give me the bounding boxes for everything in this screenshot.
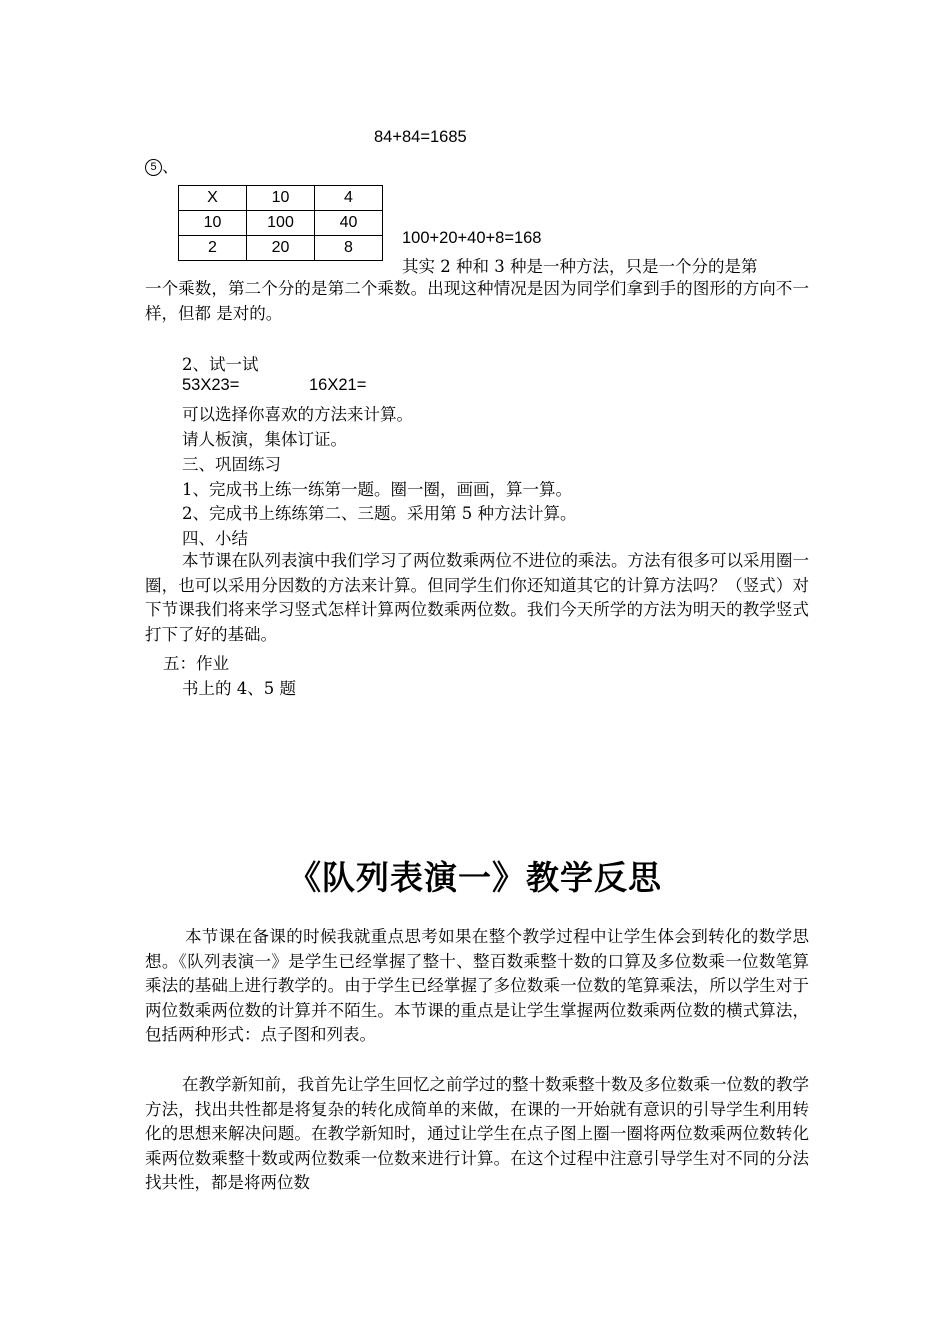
table-cell: 10 — [179, 211, 247, 236]
practice-item-1: 1、完成书上练一练第一题。圈一圈，画画，算一算。 — [182, 480, 572, 499]
table-cell: 40 — [315, 211, 383, 236]
summary-paragraph: 本节课在队列表演中我们学习了两位数乘两位不进位的乘法。方法有很多可以采用圈一圈，也可以采用分因数的方法来计算。但同学生们你还知道其它的计算方法吗？（竖式）对下节课我们将来学习竖式怎样计算两位数乘两位数。我们今天所学的方法为明天的教学竖式打下了好的基础。 — [145, 551, 809, 644]
summary-heading: 四、小结 — [182, 529, 248, 548]
try-problem-2: 16X21= — [309, 376, 367, 394]
table-cell: 2 — [179, 236, 247, 261]
reflection-paragraph-2: 在教学新知前，我首先让学生回忆之前学过的整十数乘整十数及多位数乘一位数的教学方法，找出共性都是将复杂的转化成简单的来做，在课的一开始就有意识的引导学生利用转化的思想来解决问题。在教学新知时，通过让学生在点子图上圈一圈将两位数乘两位数转化乘两位数乘整十数或两位数乘一位数来进行计算。在这个过程中注意引导学生对不同的分法找共性，都是将两位数 — [145, 1075, 809, 1192]
practice-heading: 三、巩固练习 — [182, 455, 281, 474]
table-cell: 100 — [247, 211, 315, 236]
table-cell: 4 — [315, 186, 383, 211]
table-cell: 8 — [315, 236, 383, 261]
explanation-paragraph: 一个乘数，第二个分的是第二个乘数。出现这种情况是因为同学们拿到手的图形的方向不一样，但都 是对的。 — [145, 279, 809, 323]
practice-item-2: 2、完成书上练练第二、三题。采用第 5 种方法计算。 — [182, 504, 577, 523]
try-instruction-1: 可以选择你喜欢的方法来计算。 — [182, 405, 413, 424]
explanation-first-line: 其实 2 种和 3 种是一种方法，只是一个分的是第 — [402, 257, 758, 276]
grid-sum-equation: 100+20+40+8=168 — [402, 229, 542, 247]
table-cell: 10 — [247, 186, 315, 211]
table-row — [179, 211, 383, 236]
try-heading: 2、试一试 — [182, 355, 259, 374]
circled-number: 5 — [145, 159, 162, 176]
table-cell: 20 — [247, 236, 315, 261]
table-row — [179, 236, 383, 261]
multiplication-grid-table — [178, 185, 383, 261]
reflection-paragraph-1: 本节课在备课的时候我就重点思考如果在整个教学过程中让学生体会到转化的数学思想。《队列表演一》是学生已经掌握了整十、整百数乘整十数的口算及多位数乘一位数笔算乘法的基础上进行教学的。由于学生已经掌握了多位数乘一位数的笔算乘法，所以学生对于两位数乘两位数的计算并不陌生。本节课的重点是让学生掌握两位数乘两位数的横式算法，包括两种形式：点子图和列表。 — [145, 927, 809, 1044]
reflection-title: 《队列表演一》教学反思 — [288, 858, 662, 897]
homework-text: 书上的 4、5 题 — [182, 679, 296, 698]
try-instruction-2: 请人板演，集体订证。 — [182, 430, 347, 449]
method-5-marker — [145, 153, 179, 177]
try-problem-1: 53X23= — [182, 376, 240, 394]
table-cell: X — [179, 186, 247, 211]
homework-heading: 五：作业 — [163, 654, 229, 673]
equation-84-plus-84: 84+84=1685 — [374, 128, 467, 146]
marker-suffix: 、 — [162, 157, 179, 176]
table-row — [179, 186, 383, 211]
